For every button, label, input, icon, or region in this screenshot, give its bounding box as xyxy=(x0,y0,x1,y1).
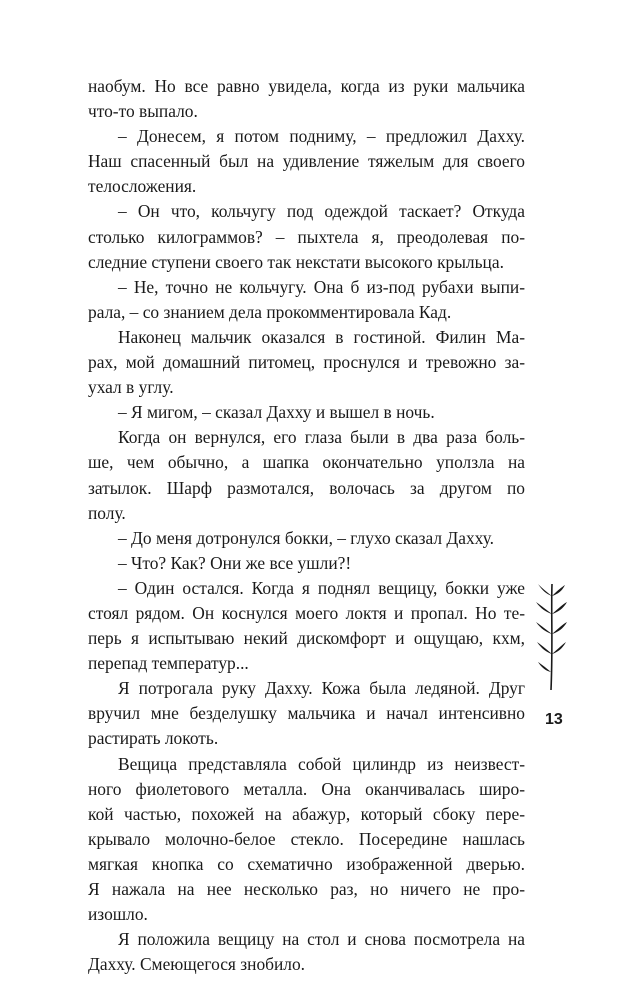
text-line: ше, чем обычно, а шапка окончательно уползла на xyxy=(88,452,525,473)
body-text xyxy=(88,74,525,977)
text-line: Я нажала на нее несколько раз, но ничего не про- xyxy=(88,879,525,899)
text-line: – Я мигом, – сказал Дахху и вышел в ночь. xyxy=(118,402,435,423)
text-line: Я положила вещицу на стол и снова посмотрела на xyxy=(118,929,525,950)
text-line: кой частью, похожей на абажур, который сбоку пере- xyxy=(88,803,525,824)
text-line: рах, мой домашний питомец, проснулся и тревожно за- xyxy=(88,352,525,373)
text-line: ного фиолетового металла. Она оканчивалась широ- xyxy=(88,778,525,799)
text-line: ухал в углу. xyxy=(88,377,174,398)
page-number: 13 xyxy=(545,711,563,728)
text-line: растирать локоть. xyxy=(88,728,219,749)
text-line: изошло. xyxy=(88,904,148,925)
text-line: рала, – со знанием дела прокомментировала Кад. xyxy=(88,301,452,322)
text-line: – Один остался. Когда я поднял вещицу, бокки уже xyxy=(118,577,525,598)
text-line: затылок. Шарф размотался, волочась за другом по xyxy=(88,477,525,498)
text-line: наобум. Но все равно увидела, когда из руки мальчика xyxy=(88,76,525,96)
text-line: Я потрогала руку Дахху. Кожа была ледяной. Друг xyxy=(118,678,525,699)
text-line: вручил мне безделушку мальчика и начал интенсивно xyxy=(88,703,525,724)
text-line: Наш спасенный был на удивление тяжелым для своего xyxy=(88,151,525,172)
text-line: – Что? Как? Они же все ушли?! xyxy=(118,552,352,573)
text-line: стоял рядом. Он коснулся моего локтя и пропал. Но те- xyxy=(88,602,525,623)
text-line: – До меня дотронулся бокки, – глухо сказал Дахху. xyxy=(118,527,495,548)
text-line: следние ступени своего так некстати высокого крыльца. xyxy=(88,251,504,272)
text-line: – Донесем, я потом подниму, – предложил Дахху. xyxy=(118,126,525,147)
text-line: перь я испытываю некий дискомфорт и ощущаю, кхм, xyxy=(88,628,525,649)
text-line: что-то выпало. xyxy=(88,101,198,122)
text-line: – Не, точно не кольчугу. Она б из-под рубахи выпи- xyxy=(118,276,525,297)
text-line: полу. xyxy=(88,502,126,523)
text-line: мягкая кнопка со схематично изображенной дверью. xyxy=(88,853,525,874)
text-line: перепад температур... xyxy=(88,653,249,674)
text-line: столько килограммов? – пыхтела я, преодолевая по- xyxy=(88,226,525,247)
text-line: Когда он вернулся, его глаза были в два раза боль- xyxy=(118,427,525,448)
leaf-sprig-icon xyxy=(534,582,570,692)
text-line: – Он что, кольчугу под одеждой таскает? Откуда xyxy=(118,201,525,222)
text-line: крывало молочно-белое стекло. Посередине нашлась xyxy=(88,828,525,849)
text-line: Вещица представляла собой цилиндр из неизвест- xyxy=(118,753,525,774)
text-line: телосложения. xyxy=(88,176,197,197)
text-line: Наконец мальчик оказался в гостиной. Филин Ма- xyxy=(118,326,525,347)
text-line: Дахху. Смеющегося знобило. xyxy=(88,954,306,975)
